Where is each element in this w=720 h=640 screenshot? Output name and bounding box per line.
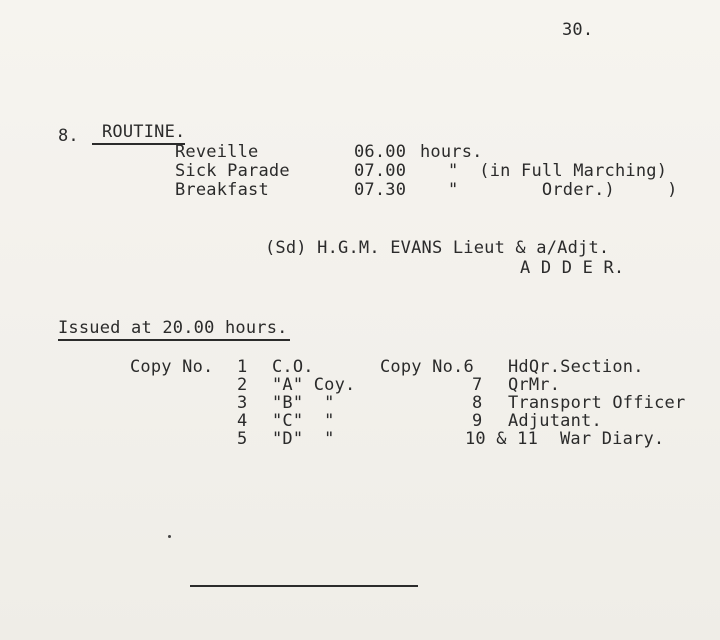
copy-number: 9 (472, 411, 483, 431)
copy-number: 7 (472, 375, 483, 395)
copy-number: 4 (237, 411, 248, 431)
copy-label: Copy No. (130, 357, 214, 377)
routine-time: 07.30 (354, 180, 407, 200)
section-title: ROUTINE. (92, 122, 185, 145)
routine-note: " (in Full Marching) (448, 161, 668, 181)
copy-number: 1 (237, 357, 248, 377)
routine-time: 07.00 (354, 161, 407, 181)
section-number: 8. (58, 126, 79, 146)
ink-speck (168, 535, 171, 538)
copy-number: 2 (237, 375, 248, 395)
copy-recipient: HdQr.Section. (508, 357, 644, 377)
copy-recipient: Adjutant. (508, 411, 602, 431)
page-number: 30. (562, 20, 594, 40)
routine-event: Reveille (175, 142, 259, 162)
copy-number: 10 & 11 (465, 429, 539, 449)
signature-line: (Sd) H.G.M. EVANS Lieut & a/Adjt. (265, 238, 610, 258)
copy-recipient: War Diary. (560, 429, 665, 449)
routine-note: hours. (420, 142, 483, 162)
signature-unit: A D D E R. (520, 258, 625, 278)
copy-recipient: "B" " (272, 393, 335, 413)
copy-recipient: QrMr. (508, 375, 561, 395)
routine-event: Sick Parade (175, 161, 290, 181)
copy-recipient: "C" " (272, 411, 335, 431)
copy-recipient: "A" Coy. (272, 375, 356, 395)
routine-note: " Order.) ) (448, 180, 678, 200)
closing-rule (190, 585, 418, 587)
copy-number: 3 (237, 393, 248, 413)
routine-event: Breakfast (175, 180, 269, 200)
copy-recipient: C.O. (272, 357, 314, 377)
routine-time: 06.00 (354, 142, 407, 162)
copy-label: Copy No.6 (380, 357, 474, 377)
copy-number: 5 (237, 429, 248, 449)
copy-recipient: Transport Officer (508, 393, 686, 413)
issued-line: Issued at 20.00 hours. (58, 318, 290, 341)
copy-recipient: "D" " (272, 429, 335, 449)
copy-number: 8 (472, 393, 483, 413)
